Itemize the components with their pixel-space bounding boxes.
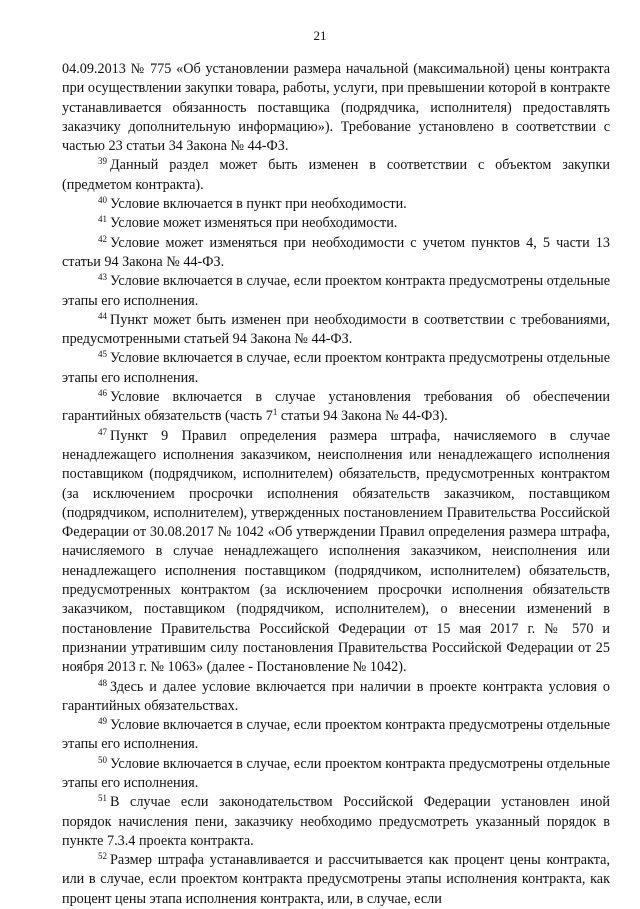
footnote-text: Условие включается в случае, если проектом контракта предусмотрены отдельные этапы его исполнения.	[62, 755, 610, 791]
footnote-number: 45	[98, 349, 107, 360]
footnote-40	[62, 195, 610, 214]
footnote-number: 47	[98, 426, 107, 437]
footnote-text: Данный раздел может быть изменен в соответствии с объектом закупки (предметом контракта).	[62, 157, 610, 193]
footnote-number: 52	[98, 851, 107, 862]
footnote-45	[62, 349, 610, 388]
footnote-48	[62, 678, 610, 717]
footnote-number: 39	[98, 156, 107, 167]
footnote-43	[62, 272, 610, 311]
footnote-number: 46	[98, 388, 107, 399]
footnote-text: Условие включается в случае, если проектом контракта предусмотрены отдельные этапы его исполнения.	[62, 350, 610, 386]
footnote-44	[62, 311, 610, 350]
footnote-text: Условие включается в случае, если проектом контракта предусмотрены отдельные этапы его исполнения.	[62, 717, 610, 753]
footnote-continuation: 04.09.2013 № 775 «Об установлении размера начальной (максимальной) цены контракта при осуществлении закупки товара, работы, услуги, при превышении которой в контракте устанавливается обязанность поставщика (подрядчика, исполнителя) предоставлять заказчику дополнительную информацию»). Требование установлено в соответствии с частью 23 статьи 34 Закона № 44-ФЗ.	[62, 61, 610, 155]
footnote-text: Здесь и далее условие включается при наличии в проекте контракта условия о гарантийных обязательствах.	[62, 678, 610, 714]
footnote-47	[62, 427, 610, 678]
footnote-42	[62, 234, 610, 273]
footnote-text: В случае если законодательством Российской Федерации установлен иной порядок начисления пени, заказчику необходимо предусмотреть указанный порядок в пункте 7.3.4 проекта контракта.	[62, 794, 610, 849]
footnote-text: Условие включается в случае, если проектом контракта предусмотрены отдельные этапы его исполнения.	[62, 273, 610, 309]
superscript-1: 1	[272, 407, 278, 418]
footnote-number: 50	[98, 754, 107, 765]
page-number: 21	[313, 28, 327, 43]
footnote-39	[62, 156, 610, 195]
footnote-50	[62, 755, 610, 794]
footnote-text: Условие может изменяться при необходимости.	[110, 215, 398, 232]
footnote-text: Условие может изменяться при необходимости с учетом пунктов 4, 5 части 13 статьи 94 Закона № 44-ФЗ.	[62, 234, 610, 270]
footnote-51	[62, 793, 610, 851]
footnote-46	[62, 388, 610, 427]
footnote-text: Условие включается в случае установления требования об обеспечении гарантийных обязательств (часть 7	[62, 389, 610, 425]
footnote-text-tail: статьи 94 Закона № 44-ФЗ).	[277, 408, 448, 425]
footnote-number: 42	[98, 233, 107, 244]
footnote-52	[62, 851, 610, 909]
footnote-text: Пункт может быть изменен при необходимости в соответствии с требованиями, предусмотренными статьей 94 Закона № 44-ФЗ.	[62, 311, 610, 348]
footnote-number: 51	[98, 793, 107, 804]
footnotes-block	[62, 60, 610, 909]
footnote-text: Пункт 9 Правил определения размера штрафа, начисляемого в случае ненадлежащего исполнения заказчиком, неисполнения или ненадлежащего исполнения поставщиком (подрядчиком, исполнителем) обязательств, предусмотренных контрактом (за исключением просрочки исполнения обязательств заказчиком, поставщиком (подрядчиком, исполнителем), утвержденных постановлением Правительства Российской Федерации от 30.08.2017 № 1042 «Об утверждении Правил определения размера штрафа, начисляемого в случае ненадлежащего исполнения заказчиком, неисполнения или ненадлежащего исполнения поставщиком (подрядчиком, исполнителем) обязательств, предусмотренных контрактом (за исключением просрочки исполнения обязательств заказчиком, поставщиком (подрядчиком, исполнителем), о внесении изменений в постановление Правительства Российской Федерации от 15 мая 2017 г. № 570 и признании утратившим силу постановления Правительства Российской Федерации от 25 ноября 2013 г. № 1063» (далее - Постановление № 1042).	[62, 427, 610, 676]
footnote-number: 40	[98, 195, 107, 206]
footnote-41	[62, 214, 610, 233]
footnote-number: 43	[98, 272, 107, 283]
footnote-text: Условие включается в пункт при необходимости.	[110, 196, 407, 213]
footnote-number: 48	[98, 677, 107, 688]
footnote-49	[62, 716, 610, 755]
footnote-number: 49	[98, 716, 107, 727]
footnote-text: Размер штрафа устанавливается и рассчитывается как процент цены контракта, или в случае, если проектом контракта предусмотрены этапы исполнения контракта, как процент цены этапа исполнения контракта, или, в случае, если	[62, 852, 610, 907]
footnote-number: 41	[98, 214, 107, 225]
footnote-number: 44	[98, 310, 107, 321]
